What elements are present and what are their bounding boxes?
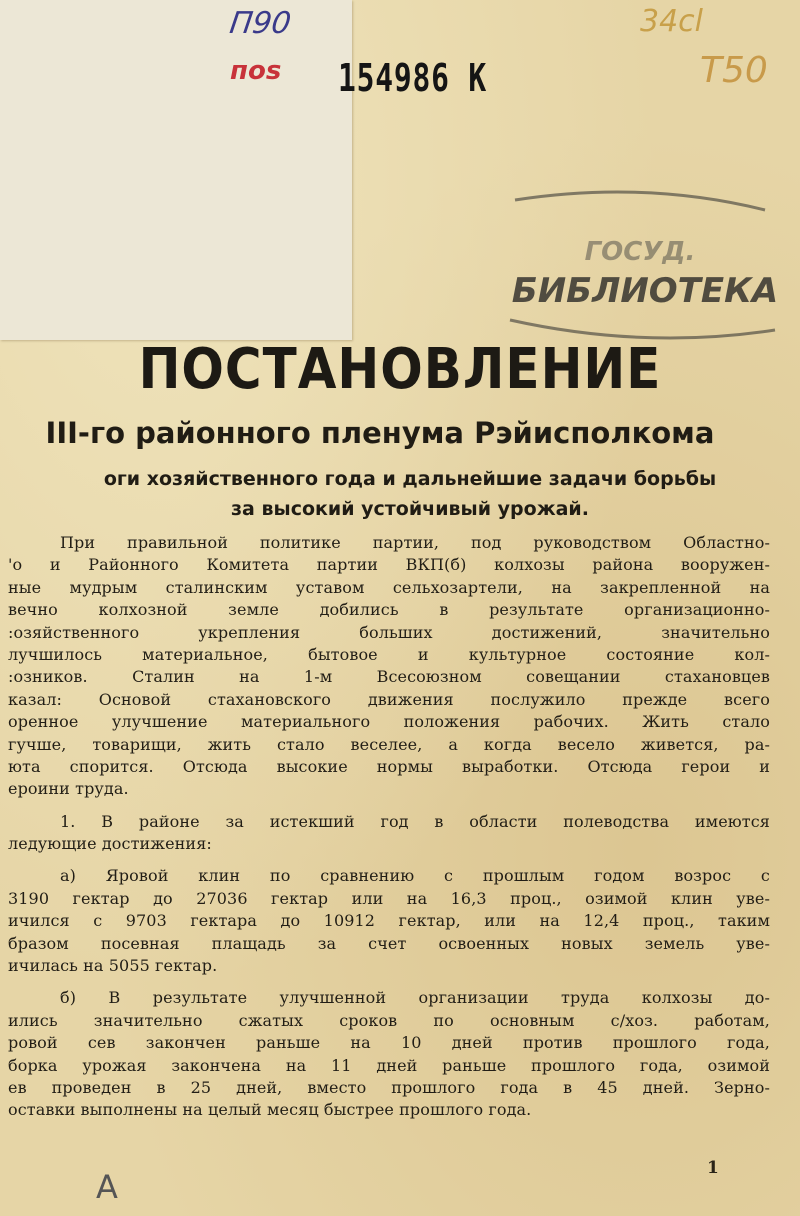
section-heading-line-2: за высокий устойчивый урожай. — [231, 498, 589, 520]
section-heading-line-1: оги хозяйственного года и дальнейшие задачи борьбы — [103, 468, 717, 490]
text-line: оренное улучшение материального положения рабочих. Жить стало — [8, 712, 770, 732]
text-line: бразом посевная плащадь за счет освоенных новых земель уве- — [8, 933, 770, 953]
paragraph-intro — [8, 532, 770, 801]
text-line: ев проведен в 25 дней, вместо прошлого года в 45 дней. Зерно- — [8, 1077, 770, 1097]
text-line: а) Яровой клин по сравнению с прошлым годом возрос с — [60, 866, 770, 886]
text-line: ились значительно сжатых сроков по основным с/хоз. работам, — [8, 1010, 770, 1030]
text-line: ровой сев закончен раньше на 10 дней против прошлого года, — [8, 1033, 770, 1053]
handwritten-code: Т50 — [700, 50, 768, 91]
handwritten-corner-mark: 34cl — [640, 4, 704, 39]
stamp-text: БИБЛИОТЕКА — [511, 271, 779, 311]
pencil-mark: А — [96, 1168, 118, 1206]
text-line: 'о и Районного Комитета партии ВКП(б) колхозы района вооружен- — [8, 555, 770, 575]
text-line: 1. В районе за истекший год в области полеводства имеются — [60, 811, 770, 831]
text-line: вечно колхозной земле добились в результате организационно- — [8, 600, 770, 620]
page-number: 1 — [707, 1158, 719, 1178]
svg-text:ГОСУД.: ГОСУД. — [584, 237, 696, 267]
paragraph-item-a — [8, 865, 770, 977]
accession-number: 154986 К — [338, 56, 488, 100]
text-line: оставки выполнены на целый месяц быстрее прошлого года. — [8, 1100, 532, 1120]
text-line: гучше, товарищи, жить стало веселее, а когда весело живется, ра- — [8, 734, 770, 754]
pasted-paper-slip — [0, 0, 352, 340]
text-line: При правильной политике партии, под руководством Областно- — [60, 533, 770, 552]
library-stamp — [495, 180, 785, 345]
body-text — [8, 532, 770, 1122]
text-line: ичился с 9703 гектара до 10912 гектар, или на 12,4 проц., таким — [8, 911, 770, 931]
text-line: ные мудрым сталинским уставом сельхозартели, на закрепленной на — [8, 577, 770, 597]
text-line: :озяйственного укрепления больших достижений, значительно — [8, 622, 770, 642]
document-title: ПОСТАНОВЛЕНИЕ — [138, 336, 662, 402]
paragraph-achievements — [8, 811, 770, 856]
text-line: борка урожая закончена на 11 дней раньше прошлого года, озимой — [8, 1055, 770, 1075]
document-subtitle: III-го районного пленума Рэйисполкома — [45, 416, 715, 450]
text-line: :озников. Сталин на 1-м Всесоюзном совещании стахановцев — [8, 667, 770, 687]
paragraph-item-b — [8, 987, 770, 1121]
text-line: лучшилось материальное, бытовое и культурное состояние кол- — [8, 644, 770, 664]
text-line: б) В результате улучшенной организации труда колхозы до- — [60, 988, 770, 1008]
handwritten-shelfmark: П90 — [227, 6, 294, 41]
text-line: ледующие достижения: — [8, 834, 212, 854]
text-line: ичилась на 5055 гектар. — [8, 956, 218, 976]
text-line: ероини труда. — [8, 779, 129, 799]
text-line: юта спорится. Отсюда высокие нормы выработки. Отсюда герои и — [8, 756, 770, 776]
handwritten-red-mark: поs — [230, 56, 282, 86]
text-line: казал: Основой стахановского движения послужило прежде всего — [8, 689, 770, 709]
text-line: 3190 гектар до 27036 гектар или на 16,3 проц., озимой клин уве- — [8, 888, 770, 908]
